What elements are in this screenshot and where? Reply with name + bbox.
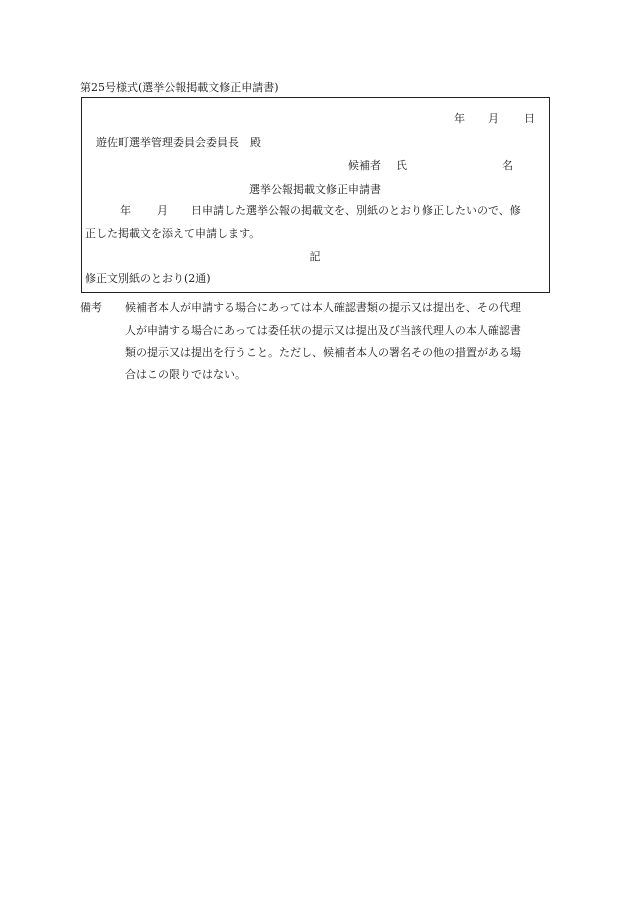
attachment-note: 修正文別紙のとおり(2通) <box>85 272 211 285</box>
body-month-label: 月 <box>157 204 168 217</box>
date-day-label: 日 <box>524 112 535 125</box>
remarks-line: 合はこの限りではない。 <box>125 368 246 381</box>
remarks-line: 候補者本人が申請する場合にあっては本人確認書類の提示又は提出を、その代理 <box>125 301 521 314</box>
document-title: 選挙公報掲載文修正申請書 <box>249 183 381 196</box>
remarks-line: 類の提示又は提出を行うこと。ただし、候補者本人の署名その他の措置がある場 <box>125 346 521 359</box>
date-year-label: 年 <box>454 112 465 125</box>
addressee: 遊佐町選挙管理委員会委員長 殿 <box>96 136 261 149</box>
form-number: 第25号様式(選挙公報掲載文修正申請書) <box>80 81 279 94</box>
candidate-name-mei: 名 <box>502 159 513 172</box>
ki-heading: 記 <box>309 250 321 263</box>
candidate-label: 候補者 <box>348 159 381 172</box>
remarks-label: 備考 <box>80 301 102 314</box>
body-year-label: 年 <box>120 204 131 217</box>
date-month-label: 月 <box>488 112 499 125</box>
body-text-line-2: 正した掲載文を添えて申請します。 <box>85 227 261 240</box>
candidate-name-shi: 氏 <box>396 159 407 172</box>
body-text-line-1: 日申請した選挙公報の掲載文を、別紙のとおり修正したいので、修 <box>191 204 521 217</box>
remarks-line: 人が申請する場合にあっては委任状の提示又は提出及び当該代理人の本人確認書 <box>125 324 521 337</box>
